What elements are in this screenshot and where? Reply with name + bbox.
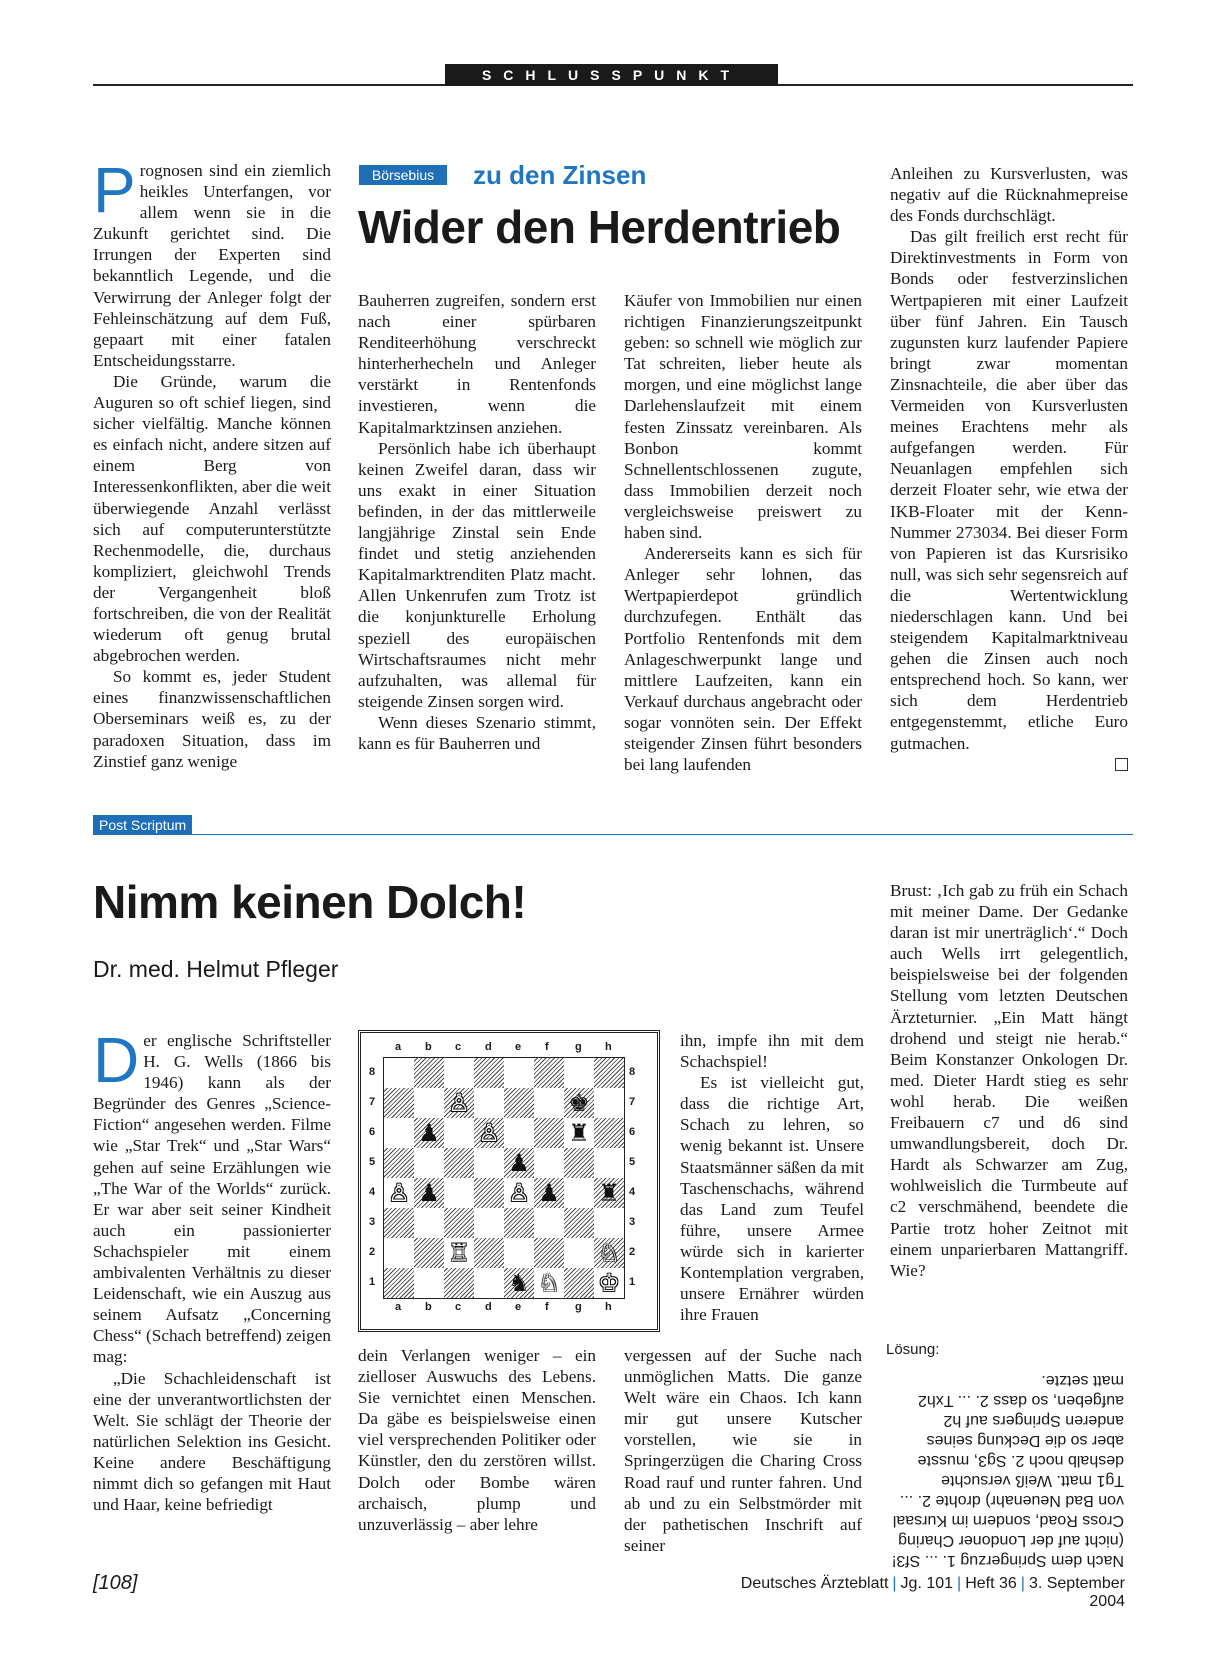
square-e6 [504, 1118, 534, 1148]
square-e3 [504, 1208, 534, 1238]
square-a3 [384, 1208, 414, 1238]
chess-piece-f4: ♟ [538, 1179, 560, 1207]
paragraph: rognosen sind ein ziemlich heikles Unterfangen, vor allem wenn sie in die Zukunft gerichtet sind. Die Irrungen der Experten sind bekanntlich Legende, und die Verwirrung der Anleger folgt der Fehleinschätzung auf dem Fuß, gepaart mit einer fatalen Entscheidungsstarre. [93, 161, 331, 370]
article2-column-3-bottom [624, 1345, 862, 1556]
file-label: g [575, 1301, 582, 1313]
journal-name: Deutsches Ärzteblatt [740, 1575, 889, 1592]
headline: Nimm keinen Dolch! [93, 876, 527, 928]
section-header: SCHLUSSPUNKT [445, 64, 778, 86]
square-e5 [504, 1148, 534, 1178]
rank-label: 6 [629, 1126, 636, 1138]
file-label: b [425, 1301, 432, 1313]
end-mark [1115, 758, 1128, 771]
file-label: e [515, 1041, 522, 1053]
file-label: h [605, 1041, 612, 1053]
square-c4 [444, 1178, 474, 1208]
chess-piece-c2: ♖ [448, 1239, 470, 1267]
square-d6 [474, 1118, 504, 1148]
solution-label: Lösung: [886, 1341, 940, 1358]
square-h1 [594, 1268, 624, 1298]
square-f2 [534, 1238, 564, 1268]
chess-piece-f1: ♘ [538, 1269, 560, 1297]
square-a7 [384, 1088, 414, 1118]
square-h8 [594, 1058, 624, 1088]
rank-label: 7 [369, 1096, 376, 1108]
paragraph: Andererseits kann es sich für Anleger sehr lohnen, das Wertpapierdepot gründlich durchzufegen. Enthält das Portfolio Rentenfonds mit dem Anlageschwerpunkt lange und mittlere Laufzeiten, kann ein Verkauf durchaus angebracht oder sogar vonnöten sein. Der Effekt steigender Zinsen führt besonders bei lang laufenden [624, 544, 862, 775]
rank-label: 2 [629, 1246, 636, 1258]
square-f8 [534, 1058, 564, 1088]
square-g8 [564, 1058, 594, 1088]
square-d1 [474, 1268, 504, 1298]
file-label: c [455, 1301, 462, 1313]
square-g4 [564, 1178, 594, 1208]
paragraph: Brust: ‚Ich gab zu früh ein Schach mit meiner Dame. Der Gedanke daran ist mir unerträglich‘.“ Doch auch Wells irrt gelegentlich, beispielsweise bei der folgenden Stellung vom letzten Deutschen Ärzteturnier. „Ein Matt hängt drohend und steigt nie herab.“ Beim Konstanzer Onkologen Dr. med. Dieter Hardt stieg es sehr wohl herab. Die weißen Freibauern c7 und d6 sind umwandlungsbereit, doch Dr. Hardt als Schwarzer am Zug, wohlweislich die Turmbeute auf c2 verschmähend, beendete die Partie trotz hoher Zeitnot mit einem unparierbaren Mattangriff. Wie? [890, 881, 1128, 1280]
page-number: [108] [93, 1572, 138, 1594]
dropcap-p: P [93, 154, 136, 226]
chess-piece-g7: ♚ [568, 1089, 590, 1117]
column-tag: Post Scriptum [93, 815, 192, 835]
headline: Wider den Herdentrieb [358, 201, 841, 253]
file-label: d [485, 1041, 492, 1053]
square-g3 [564, 1208, 594, 1238]
paragraph: vergessen auf der Suche nach unmöglichen Matts. Die ganze Welt wäre ein Chaos. Ich kann mir gut unsere Kutscher vorstellen, wie sie in Springerzügen die Charing Cross Road rauf und runter fahren. Und ab und zu ein Selbstmörder mit der pathetischen Inschrift auf seiner [624, 1346, 862, 1555]
square-h3 [594, 1208, 624, 1238]
square-a4 [384, 1178, 414, 1208]
file-label: a [395, 1301, 402, 1313]
square-f4 [534, 1178, 564, 1208]
article2-column-1 [93, 1024, 331, 1515]
file-label: d [485, 1301, 492, 1313]
square-f6 [534, 1118, 564, 1148]
chess-piece-a4: ♙ [388, 1179, 410, 1207]
square-b2 [414, 1238, 444, 1268]
chess-piece-b4: ♟ [418, 1179, 440, 1207]
chessboard [383, 1057, 625, 1299]
chess-diagram [358, 1030, 660, 1332]
square-c8 [444, 1058, 474, 1088]
paragraph: „Die Schachleidenschaft ist eine der unverantwortlichsten der Welt. Sie schlägt der Theorie der natürlichen Selektion ins Gesicht. Keine andere Beschäftigung nimmt dich so gefangen mit Haut und Haar, keine befriedigt [93, 1368, 331, 1515]
square-d2 [474, 1238, 504, 1268]
square-d5 [474, 1148, 504, 1178]
rank-label: 2 [369, 1246, 376, 1258]
paragraph: ihn, impfe ihn mit dem Schachspiel! [680, 1031, 864, 1072]
file-label: f [545, 1301, 549, 1313]
kicker: zu den Zinsen [473, 160, 647, 190]
square-a2 [384, 1238, 414, 1268]
article1-column-2 [358, 290, 596, 754]
square-h2 [594, 1238, 624, 1268]
paragraph: Persönlich habe ich überhaupt keinen Zweifel daran, dass wir uns exakt in einer Situation befinden, in der das mittlerweile langjährige Zinstal sein Ende findet und stetig anziehenden Kapitalmarktrenditen Platz macht. Allen Unkenrufen zum Trotz ist die konjunkturelle Erholung speziell des europäischen Wirtschaftsraumes nicht mehr aufzuhalten, was allemal für steigende Zinsen sorgen wird. [358, 438, 596, 711]
paragraph: dein Verlangen weniger – ein zielloser Auswuchs des Lebens. Sie vernichtet einen Menschen. Da gäbe es beispielsweise einen viel versprechenden Politiker oder Künstler, den du zerstören willst. Dolch oder Bombe wären archaisch, plump und unzuverlässig – aber lehre [358, 1346, 596, 1534]
rank-label: 5 [629, 1156, 636, 1168]
rank-label: 5 [369, 1156, 376, 1168]
article2-column-2-bottom [358, 1345, 596, 1535]
square-a8 [384, 1058, 414, 1088]
rank-label: 4 [629, 1186, 636, 1198]
solution-text-upside-down: Nach dem Springerzug 1. ... Sf3! (nicht auf der Londoner Charing Cross Road, sondern im Kursaal von Bad Neuenahr) drohte 2. ... Tg1 matt. Weiß versuchte deshalb noch 2. Sg3, musste aber so die Deckung seines anderen Springers auf h2 aufgeben, so dass 2. ... Txh2 matt setzte. [891, 1372, 1124, 1569]
chess-piece-b6: ♟ [418, 1119, 440, 1147]
square-b3 [414, 1208, 444, 1238]
file-label: a [395, 1041, 402, 1053]
paragraph: Bauherren zugreifen, sondern erst nach einer spürbaren Renditeerhöhung verschreckt hinterherhecheln und Anleger verstärkt in Rentenfonds investieren, wenn die Kapitalmarktzinsen anziehen. [358, 291, 596, 437]
square-d3 [474, 1208, 504, 1238]
square-b1 [414, 1268, 444, 1298]
square-c5 [444, 1148, 474, 1178]
square-e7 [504, 1088, 534, 1118]
square-b4 [414, 1178, 444, 1208]
paragraph: Käufer von Immobilien nur einen richtigen Finanzierungszeitpunkt geben: so schnell wie möglich zur Tat schreiten, lieber heute als morgen, und eine möglichst lange Darlehenslaufzeit mit einem festen Zinssatz vereinbaren. Als Bonbon kommt Schnellentschlossenen zugute, dass Immobilien derzeit noch vergleichsweise preiswert zu haben sind. [624, 291, 862, 543]
square-e1 [504, 1268, 534, 1298]
paragraph: er englische Schriftsteller H. G. Wells (1866 bis 1946) kann als der Begründer des Genres „Science-Fiction“ angesehen werden. Filme wie „Star Trek“ und „Star Wars“ gehen auf seine Erzählungen wie „The War of the Worlds“ zurück. Er war aber seit seiner Kindheit auch ein passionierter Schachspieler mit einem ambivalenten Verhältnis zu dieser Leidenschaft, wie ein Auszug aus seinem Aufsatz „Concerning Chess“ (Schach betreffend) zeigen mag: [93, 1031, 331, 1367]
square-h6 [594, 1118, 624, 1148]
issue: Heft 36 [965, 1575, 1017, 1592]
rank-label: 3 [629, 1216, 636, 1228]
article2-column-3 [680, 1030, 864, 1325]
square-c6 [444, 1118, 474, 1148]
square-a5 [384, 1148, 414, 1178]
rank-label: 4 [369, 1186, 376, 1198]
file-label: f [545, 1041, 549, 1053]
dropcap-d: D [93, 1024, 140, 1096]
issue-date: 3. September 2004 [1028, 1575, 1125, 1610]
square-d8 [474, 1058, 504, 1088]
square-e8 [504, 1058, 534, 1088]
square-c2 [444, 1238, 474, 1268]
square-h5 [594, 1148, 624, 1178]
file-label: c [455, 1041, 462, 1053]
article1-column-4 [890, 163, 1128, 771]
rank-label: 6 [369, 1126, 376, 1138]
file-label: e [515, 1301, 522, 1313]
chess-piece-h2: ♘ [598, 1239, 620, 1267]
square-f1 [534, 1268, 564, 1298]
rank-label: 1 [369, 1276, 376, 1288]
square-g2 [564, 1238, 594, 1268]
file-label: g [575, 1041, 582, 1053]
article2-column-4 [890, 880, 1128, 1281]
column-tag: Börsebius [359, 165, 447, 185]
square-c3 [444, 1208, 474, 1238]
volume: Jg. 101 [900, 1575, 954, 1592]
chess-piece-e5: ♟ [508, 1149, 530, 1177]
square-f3 [534, 1208, 564, 1238]
square-g7 [564, 1088, 594, 1118]
paragraph: Anleihen zu Kursverlusten, was negativ auf die Rücknahmepreise des Fonds durchschlägt. [890, 164, 1128, 226]
rank-label: 1 [629, 1276, 636, 1288]
square-c1 [444, 1268, 474, 1298]
section-rule [93, 834, 1133, 835]
square-e4 [504, 1178, 534, 1208]
chess-piece-c7: ♙ [448, 1089, 470, 1117]
file-label: h [605, 1301, 612, 1313]
paragraph: So kommt es, jeder Student eines finanzwissenschaftlichen Oberseminars weiß es, zu der paradoxen Situation, dass im Zinstief ganz wenige [93, 667, 331, 771]
square-a6 [384, 1118, 414, 1148]
square-e2 [504, 1238, 534, 1268]
square-d7 [474, 1088, 504, 1118]
footer-citation: Deutsches Ärzteblatt | Jg. 101 | Heft 36 | 3. September 2004 [740, 1575, 1125, 1610]
chess-piece-d6: ♙ [478, 1119, 500, 1147]
rank-label: 3 [369, 1216, 376, 1228]
square-g6 [564, 1118, 594, 1148]
rank-label: 7 [629, 1096, 636, 1108]
chess-piece-g6: ♜ [568, 1119, 590, 1147]
square-h7 [594, 1088, 624, 1118]
square-c7 [444, 1088, 474, 1118]
chess-piece-h4: ♜ [598, 1179, 620, 1207]
article1-column-3 [624, 290, 862, 775]
file-label: b [425, 1041, 432, 1053]
square-b7 [414, 1088, 444, 1118]
rank-label: 8 [629, 1066, 636, 1078]
square-g5 [564, 1148, 594, 1178]
square-b5 [414, 1148, 444, 1178]
square-a1 [384, 1268, 414, 1298]
chess-piece-h1: ♔ [598, 1269, 620, 1297]
paragraph: Es ist vielleicht gut, dass die richtige Art, Schach zu lehren, so wenig bekannt ist. Unsere Staatsmänner säßen da mit Taschenschachs, während das Land zum Teufel führe, unsere Armee würde sich in karierter Kontemplation vergraben, unsere Ernährer würden ihre Frauen [680, 1073, 864, 1325]
paragraph: Das gilt freilich erst recht für Direktinvestments in Form von Bonds oder festverzinslichen Wertpapieren mit einer Laufzeit über fünf Jahren. Ein Tausch zugunsten kurz laufender Papiere bringt zwar momentan Zinsnachteile, die aber über das Vermeiden von Kursverlusten meines Erachtens mehr als aufgefangen werden. Für Neuanlagen empfehlen sich derzeit Floater sehr, wie etwa der IKB-Floater mit der Kenn-Nummer 273034. Bei dieser Form von Papieren ist das Kursrisiko null, was sich sehr segensreich auf die Wertentwicklung niederschlagen kann. Und bei steigendem Kapitalmarktniveau gehen die Zinsen auch noch entsprechend hoch. So kann, wer sich dem Herdentrieb entgegenstemmt, etliche Euro gutmachen. [890, 227, 1128, 753]
chess-piece-e4: ♙ [508, 1179, 530, 1207]
paragraph: Wenn dieses Szenario stimmt, kann es für Bauherren und [358, 712, 596, 753]
square-b8 [414, 1058, 444, 1088]
chess-piece-e1: ♞ [508, 1269, 530, 1297]
square-f5 [534, 1148, 564, 1178]
article1-column-1 [93, 154, 331, 772]
rank-label: 8 [369, 1066, 376, 1078]
square-f7 [534, 1088, 564, 1118]
square-b6 [414, 1118, 444, 1148]
byline: Dr. med. Helmut Pfleger [93, 956, 339, 982]
square-d4 [474, 1178, 504, 1208]
paragraph: Die Gründe, warum die Auguren so oft schief liegen, sind sicher vielfältig. Manche können es einfach nicht, andere sitzen auf einem Berg von Interessenkonflikten, aber die weit überwiegende Anzahl verlässt sich auf computerunterstützte Rechenmodelle, die, durchaus kompliziert, gleichwohl Trends der Vergangenheit bloß fortschreiben, die von der Realität wiederum oft genug brutal abgebrochen werden. [93, 371, 331, 666]
square-h4 [594, 1178, 624, 1208]
square-g1 [564, 1268, 594, 1298]
